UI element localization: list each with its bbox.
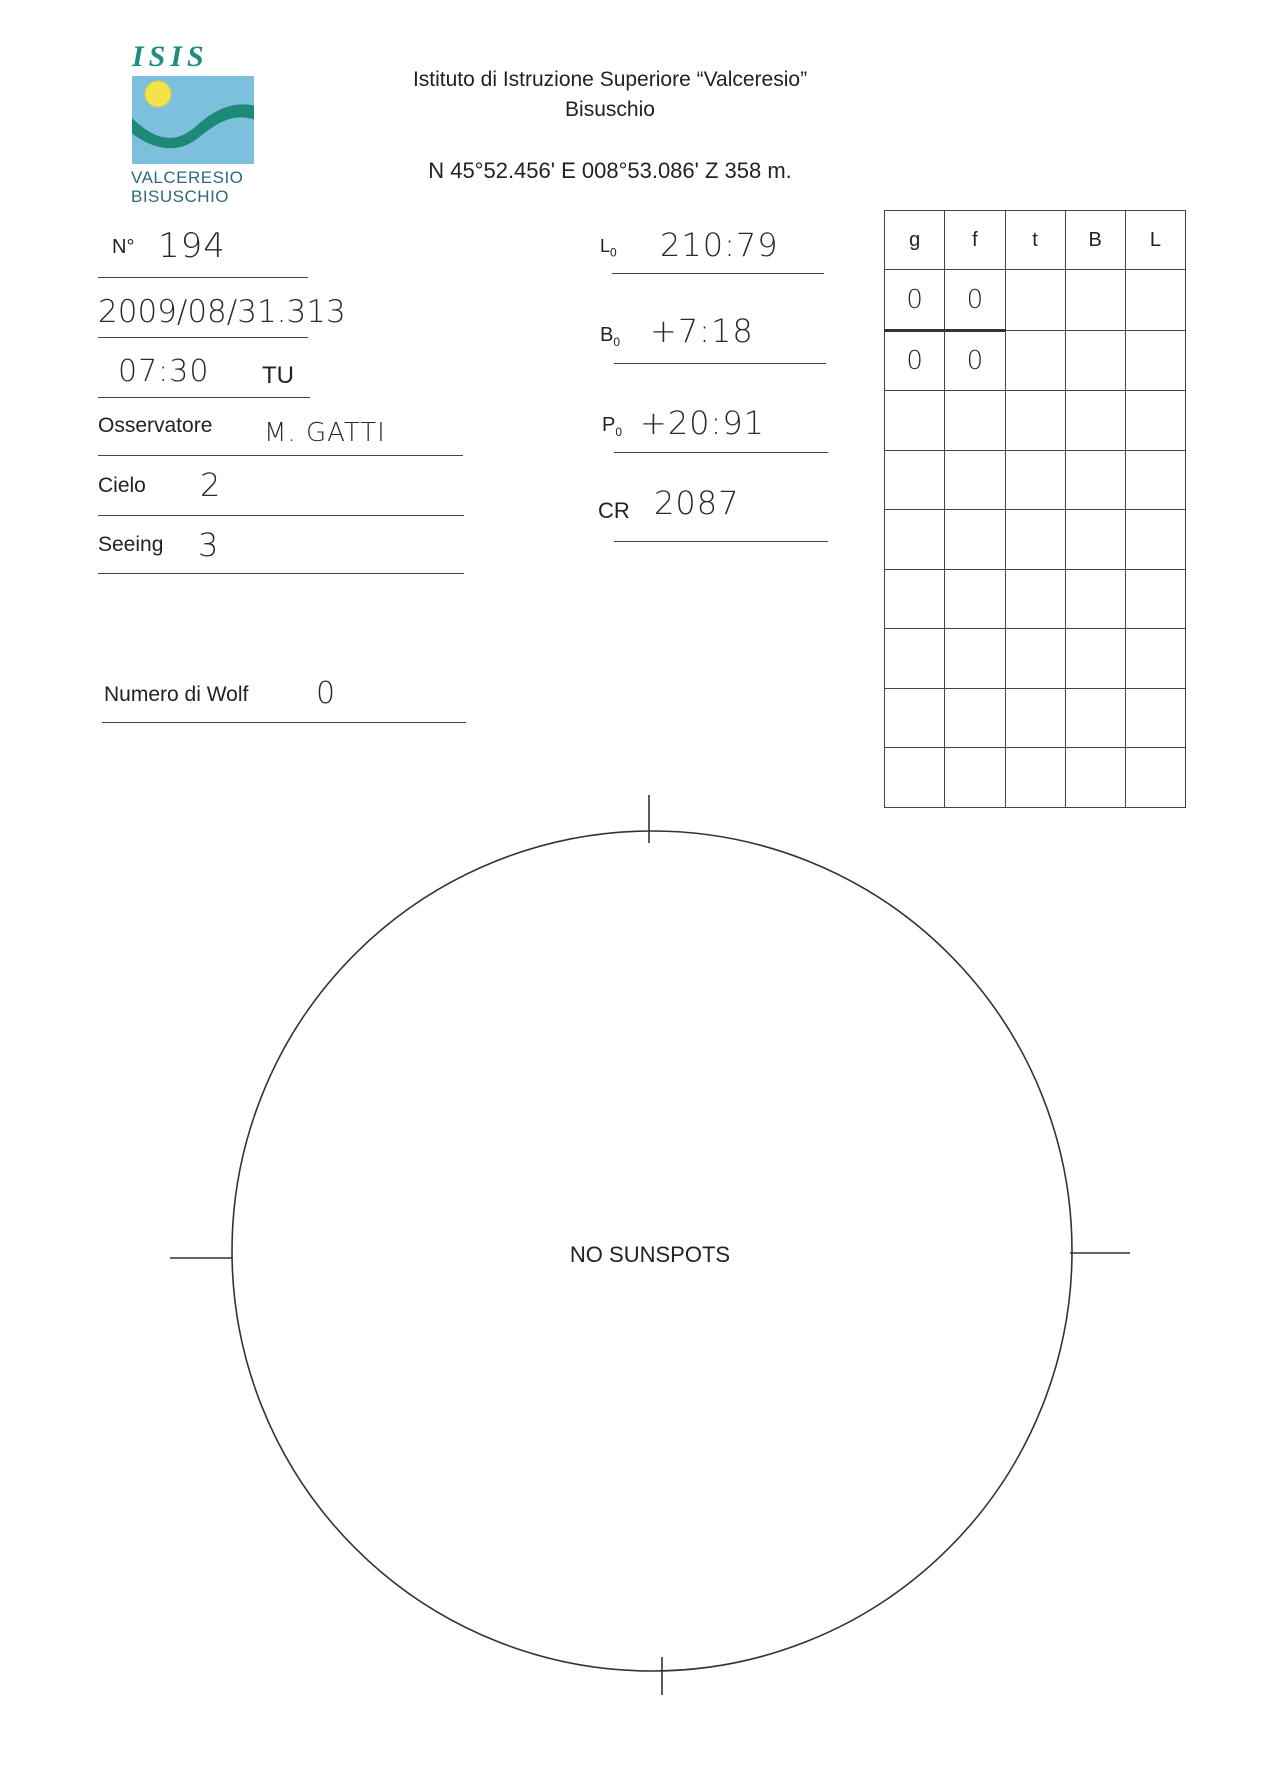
grid-header-b: B bbox=[1065, 211, 1125, 270]
grid-cell: 0 bbox=[885, 330, 945, 391]
sky-underline bbox=[98, 515, 464, 516]
sky-label: Cielo bbox=[98, 474, 146, 497]
grid-cell bbox=[885, 450, 945, 509]
sunspot-count-grid bbox=[884, 210, 1186, 808]
grid-row bbox=[885, 510, 1186, 569]
observatory-coordinates: N 45°52.456' E 008°53.086' Z 358 m. bbox=[428, 158, 792, 183]
p0-underline bbox=[614, 452, 828, 453]
grid-body bbox=[885, 270, 1186, 808]
b0-value: +7:18 bbox=[650, 312, 754, 350]
grid-cell bbox=[1125, 629, 1185, 688]
grid-cell bbox=[1125, 510, 1185, 569]
grid-cell bbox=[1065, 510, 1125, 569]
grid-cell bbox=[1125, 450, 1185, 509]
grid-header-l: L bbox=[1125, 211, 1185, 270]
p0-value: +20:91 bbox=[640, 404, 766, 442]
grid-cell bbox=[1065, 330, 1125, 391]
grid-table bbox=[884, 210, 1186, 808]
grid-cell bbox=[885, 391, 945, 450]
institute-logo bbox=[132, 76, 254, 164]
observer-label: Osservatore bbox=[98, 414, 213, 437]
wolf-number-value: 0 bbox=[316, 676, 337, 711]
b0-label: $B_0$ bbox=[600, 324, 621, 349]
grid-cell bbox=[1125, 569, 1185, 628]
grid-row bbox=[885, 629, 1186, 688]
time-underline bbox=[98, 397, 310, 398]
grid-cell bbox=[1005, 270, 1065, 331]
grid-cell bbox=[1125, 330, 1185, 391]
seeing-label: Seeing bbox=[98, 533, 164, 556]
grid-cell bbox=[945, 629, 1005, 688]
number-label: N° bbox=[112, 236, 135, 258]
grid-cell bbox=[885, 688, 945, 747]
number-value: 194 bbox=[158, 226, 226, 266]
grid-cell bbox=[945, 391, 1005, 450]
grid-cell bbox=[1065, 629, 1125, 688]
institute-name: Istituto di Istruzione Superiore “Valceresio” bbox=[412, 68, 808, 91]
grid-cell bbox=[885, 510, 945, 569]
wolf-number-label: Numero di Wolf bbox=[104, 683, 249, 706]
grid-cell bbox=[1005, 450, 1065, 509]
grid-row bbox=[885, 330, 1186, 391]
b0-underline bbox=[614, 363, 826, 364]
grid-cell: 0 bbox=[945, 330, 1005, 391]
grid-header-f: f bbox=[945, 211, 1005, 270]
logo-line-2: BISUSCHIO bbox=[131, 187, 230, 206]
grid-cell: 0 bbox=[885, 270, 945, 331]
l0-value: 210:79 bbox=[660, 226, 779, 264]
date-value: 2009/08/31.313 bbox=[98, 294, 346, 330]
grid-row bbox=[885, 270, 1186, 331]
grid-cell bbox=[945, 688, 1005, 747]
grid-cell bbox=[1065, 450, 1125, 509]
cr-underline bbox=[614, 541, 828, 542]
grid-cell bbox=[1005, 391, 1065, 450]
grid-cell bbox=[1005, 688, 1065, 747]
l0-label: $L_0$ bbox=[600, 236, 617, 260]
institute-city: Bisuschio bbox=[565, 98, 655, 121]
logo-line-1: VALCERESIO bbox=[131, 168, 244, 187]
grid-cell bbox=[885, 629, 945, 688]
seeing-underline bbox=[98, 573, 464, 574]
time-unit: TU bbox=[262, 362, 294, 389]
grid-header-t: t bbox=[1005, 211, 1065, 270]
grid-cell bbox=[1065, 569, 1125, 628]
grid-cell bbox=[1065, 391, 1125, 450]
grid-cell bbox=[945, 510, 1005, 569]
logo-wordmark: ISIS bbox=[132, 40, 209, 73]
grid-cell bbox=[1125, 270, 1185, 331]
sky-value: 2 bbox=[200, 466, 222, 504]
grid-cell bbox=[945, 569, 1005, 628]
grid-cell bbox=[945, 450, 1005, 509]
grid-cell bbox=[1005, 330, 1065, 391]
grid-cell bbox=[1005, 510, 1065, 569]
grid-cell: 0 bbox=[945, 270, 1005, 331]
grid-cell bbox=[1005, 629, 1065, 688]
grid-row bbox=[885, 391, 1186, 450]
cr-value: 2087 bbox=[654, 484, 740, 522]
p0-label: $P_0$ bbox=[602, 414, 623, 439]
observer-underline bbox=[98, 455, 463, 456]
grid-cell bbox=[1005, 569, 1065, 628]
seeing-value: 3 bbox=[198, 526, 220, 564]
grid-cell bbox=[1065, 688, 1125, 747]
grid-cell bbox=[1125, 391, 1185, 450]
grid-header-g: g bbox=[885, 211, 945, 270]
logo-graphic bbox=[132, 76, 254, 164]
grid-row bbox=[885, 450, 1186, 509]
grid-cell bbox=[885, 569, 945, 628]
grid-row bbox=[885, 569, 1186, 628]
grid-cell bbox=[1125, 688, 1185, 747]
no-sunspots-note: NO SUNSPOTS bbox=[569, 1242, 731, 1267]
cr-label: CR bbox=[598, 498, 630, 523]
grid-cell bbox=[1065, 270, 1125, 331]
number-underline bbox=[98, 277, 308, 278]
wolf-number-underline bbox=[102, 722, 466, 723]
time-value: 07:30 bbox=[118, 354, 210, 389]
observer-value: M. GATTI bbox=[264, 418, 386, 448]
grid-header-row bbox=[885, 211, 1186, 270]
l0-underline bbox=[612, 273, 824, 274]
date-underline bbox=[98, 337, 308, 338]
grid-row bbox=[885, 688, 1186, 747]
